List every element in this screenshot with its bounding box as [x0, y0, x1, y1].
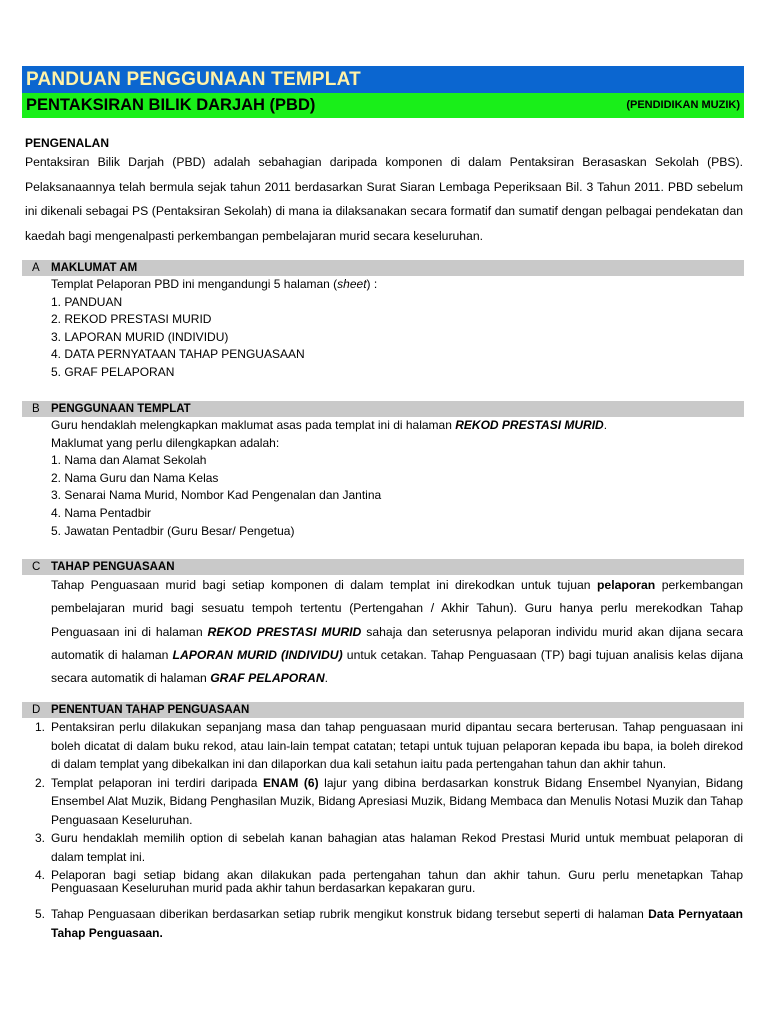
section-c-letter: C — [32, 561, 41, 573]
list-item: 2. Templat pelaporan ini terdiri daripada ENAM (6) lajur yang dibina berdasarkan konstruk Bidang Ensembel Nyanyian, Bidang Ensembel Alat Muzik, Bidang Penghasilan Muzik, Bidang Apresiasi Muzik, Bidang Membaca dan Menulis Notasi Muzik dan Tahap Penguasaan Keseluruhan. — [35, 775, 743, 827]
list-item: 4. Nama Pentadbir — [51, 505, 152, 520]
section-c-heading: TAHAP PENGUASAAN — [51, 561, 175, 573]
document-title: PANDUAN PENGGUNAAN TEMPLAT — [26, 69, 361, 90]
list-item: 5. Jawatan Pentadbir (Guru Besar/ Pengetua) — [51, 523, 295, 538]
list-item: 1. PANDUAN — [51, 294, 123, 309]
section-a-list — [51, 276, 377, 382]
section-b-heading: PENGGUNAAN TEMPLAT — [51, 403, 191, 415]
list-item: 2. Nama Guru dan Nama Kelas — [51, 470, 219, 485]
list-item: 5. GRAF PELAPORAN — [51, 364, 175, 379]
section-b-lead: Guru hendaklah melengkapkan maklumat asas pada templat ini di halaman REKOD PRESTASI MURID. — [51, 418, 608, 432]
section-b-list — [51, 417, 607, 540]
section-d-bar — [22, 702, 744, 718]
list-item: 3. Senarai Nama Murid, Nombor Kad Pengenalan dan Jantina — [51, 488, 382, 503]
list-item: 1. Pentaksiran perlu dilakukan sepanjang masa dan tahap penguasaan murid dipantau secara berterusan. Tahap penguasaan ini boleh dicatat di dalam buku rekod, atau lain-lain tempat catatan; tetapi untuk tujuan pelaporan kepada ibu bapa, ia boleh direkod di dalam templat yang dibekalkan ini dan dilaporkan dua kali setahun iaitu pada pertengahan tahun dan akhir tahun. — [35, 720, 743, 771]
list-item: 3. LAPORAN MURID (INDIVIDU) — [51, 329, 229, 344]
section-c-bar — [22, 559, 744, 575]
section-d-letter: D — [32, 704, 41, 716]
subtitle-band — [22, 93, 744, 118]
title-band — [22, 66, 744, 93]
section-b-sub: Maklumat yang perlu dilengkapkan adalah: — [51, 435, 280, 450]
section-d-heading: PENENTUAN TAHAP PENGUASAAN — [51, 704, 250, 716]
list-item: 4. DATA PERNYATAAN TAHAP PENGUASAAN — [51, 347, 305, 362]
intro-paragraph: Pentaksiran Bilik Darjah (PBD) adalah sebahagian daripada komponen di dalam Pentaksiran Berasaskan Sekolah (PBS). Pelaksanaannya telah bermula sejak tahun 2011 berdasarkan Surat Siaran Lembaga Peperiksaan Bil. 3 Tahun 2011. PBD sebelum ini dikenali sebagai PS (Pentaksiran Sekolah) di mana ia dilaksanakan secara formatif dan sumatif dengan pelbagai pendekatan dan kaedah bagi mengenalpasti perkembangan pembelajaran murid secara keseluruhan. — [25, 155, 743, 243]
subject-label: (PENDIDIKAN MUZIK) — [626, 99, 740, 111]
list-item: 1. Nama dan Alamat Sekolah — [51, 453, 207, 468]
list-item: 4. Pelaporan bagi setiap bidang akan dilakukan pada pertengahan tahun dan akhir tahun. Guru perlu menetapkan Tahap Penguasaan Keseluruhan murid pada akhir tahun berdasarkan kepakaran guru. — [35, 868, 743, 895]
section-a-bar — [22, 260, 744, 276]
section-b-letter: B — [32, 403, 40, 415]
list-item: 5. Tahap Penguasaan diberikan berdasarkan setiap rubrik mengikut konstruk bidang tersebut seperti di halaman Data Pernyataan Tahap Penguasaan. — [35, 907, 743, 940]
document-subtitle: PENTAKSIRAN BILIK DARJAH (PBD) — [26, 96, 316, 114]
section-d-list — [35, 718, 743, 942]
section-a-letter: A — [32, 262, 40, 274]
list-item: 2. REKOD PRESTASI MURID — [51, 312, 212, 327]
section-a-heading: MAKLUMAT AM — [51, 262, 138, 274]
section-b-bar — [22, 401, 744, 417]
list-item: 3. Guru hendaklah memilih option di sebelah kanan bahagian atas halaman Rekod Prestasi Murid untuk membuat pelaporan di dalam templat ini. — [35, 831, 743, 864]
section-c-paragraph: Tahap Penguasaan murid bagi setiap komponen di dalam templat ini direkodkan untuk tujuan pelaporan perkembangan pembelajaran murid bagi sesuatu tempoh tertentu (Pertengahan / Akhir Tahun). Guru hanya perlu merekodkan Tahap Penguasaan ini di halaman REKOD PRESTASI MURID sahaja dan seterusnya pelaporan individu murid akan dijana secara automatik di halaman LAPORAN MURID (INDIVIDU) untuk cetakan. Tahap Penguasaan (TP) bagi tujuan analisis kelas dijana secara automatik di halaman GRAF PELAPORAN. — [51, 578, 743, 686]
intro-heading: PENGENALAN — [25, 136, 110, 150]
section-a-lead: Templat Pelaporan PBD ini mengandungi 5 halaman (sheet) : — [51, 277, 378, 291]
